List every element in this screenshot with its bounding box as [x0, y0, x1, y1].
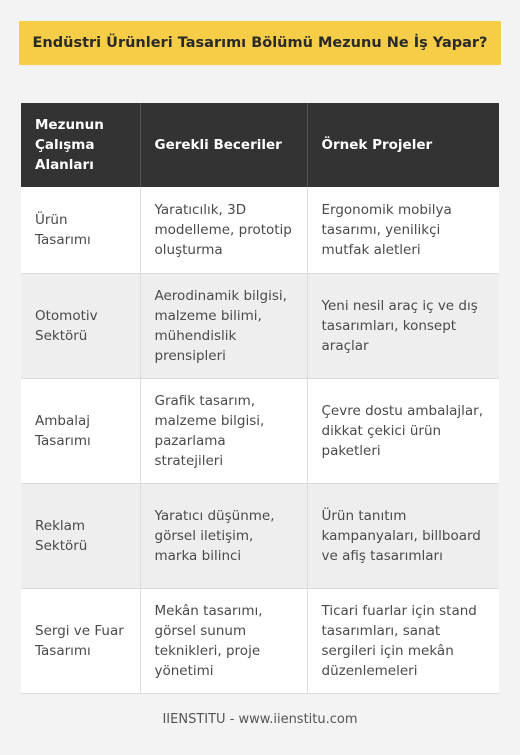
table-cell-projects: Ergonomik mobilya tasarımı, yenilikçi mutfak aletleri	[307, 187, 499, 273]
table-cell-projects: Ticari fuarlar için stand tasarımları, sanat sergileri için mekân düzenlemeleri	[307, 588, 499, 693]
table-cell-area: Sergi ve Fuar Tasarımı	[21, 588, 140, 693]
footer-credit: IIENSTITU - www.iienstitu.com	[162, 712, 358, 727]
table-row	[21, 273, 499, 378]
table-cell-area: Ambalaj Tasarımı	[21, 378, 140, 483]
table-cell-projects: Ürün tanıtım kampanyaları, billboard ve afiş tasarımları	[307, 483, 499, 588]
page-title: Endüstri Ürünleri Tasarımı Bölümü Mezunu Ne İş Yapar?	[19, 21, 501, 65]
column-header-skills: Gerekli Beceriler	[140, 103, 307, 187]
table-header-row	[21, 103, 499, 187]
table-cell-skills: Yaratıcılık, 3D modelleme, prototip oluşturma	[140, 187, 307, 273]
table-cell-skills: Grafik tasarım, malzeme bilgisi, pazarlama stratejileri	[140, 378, 307, 483]
table-cell-skills: Aerodinamik bilgisi, malzeme bilimi, mühendislik prensipleri	[140, 273, 307, 378]
careers-table	[21, 103, 499, 694]
table-cell-area: Ürün Tasarımı	[21, 187, 140, 273]
column-header-projects: Örnek Projeler	[307, 103, 499, 187]
table-cell-skills: Mekân tasarımı, görsel sunum teknikleri, proje yönetimi	[140, 588, 307, 693]
table-row	[21, 483, 499, 588]
table-row	[21, 187, 499, 273]
table-cell-area: Reklam Sektörü	[21, 483, 140, 588]
table-cell-projects: Yeni nesil araç iç ve dış tasarımları, konsept araçlar	[307, 273, 499, 378]
table-row	[21, 378, 499, 483]
table-cell-projects: Çevre dostu ambalajlar, dikkat çekici ürün paketleri	[307, 378, 499, 483]
table-cell-area: Otomotiv Sektörü	[21, 273, 140, 378]
table-cell-skills: Yaratıcı düşünme, görsel iletişim, marka bilinci	[140, 483, 307, 588]
column-header-areas: Mezunun Çalışma Alanları	[21, 103, 140, 187]
table-row	[21, 588, 499, 693]
